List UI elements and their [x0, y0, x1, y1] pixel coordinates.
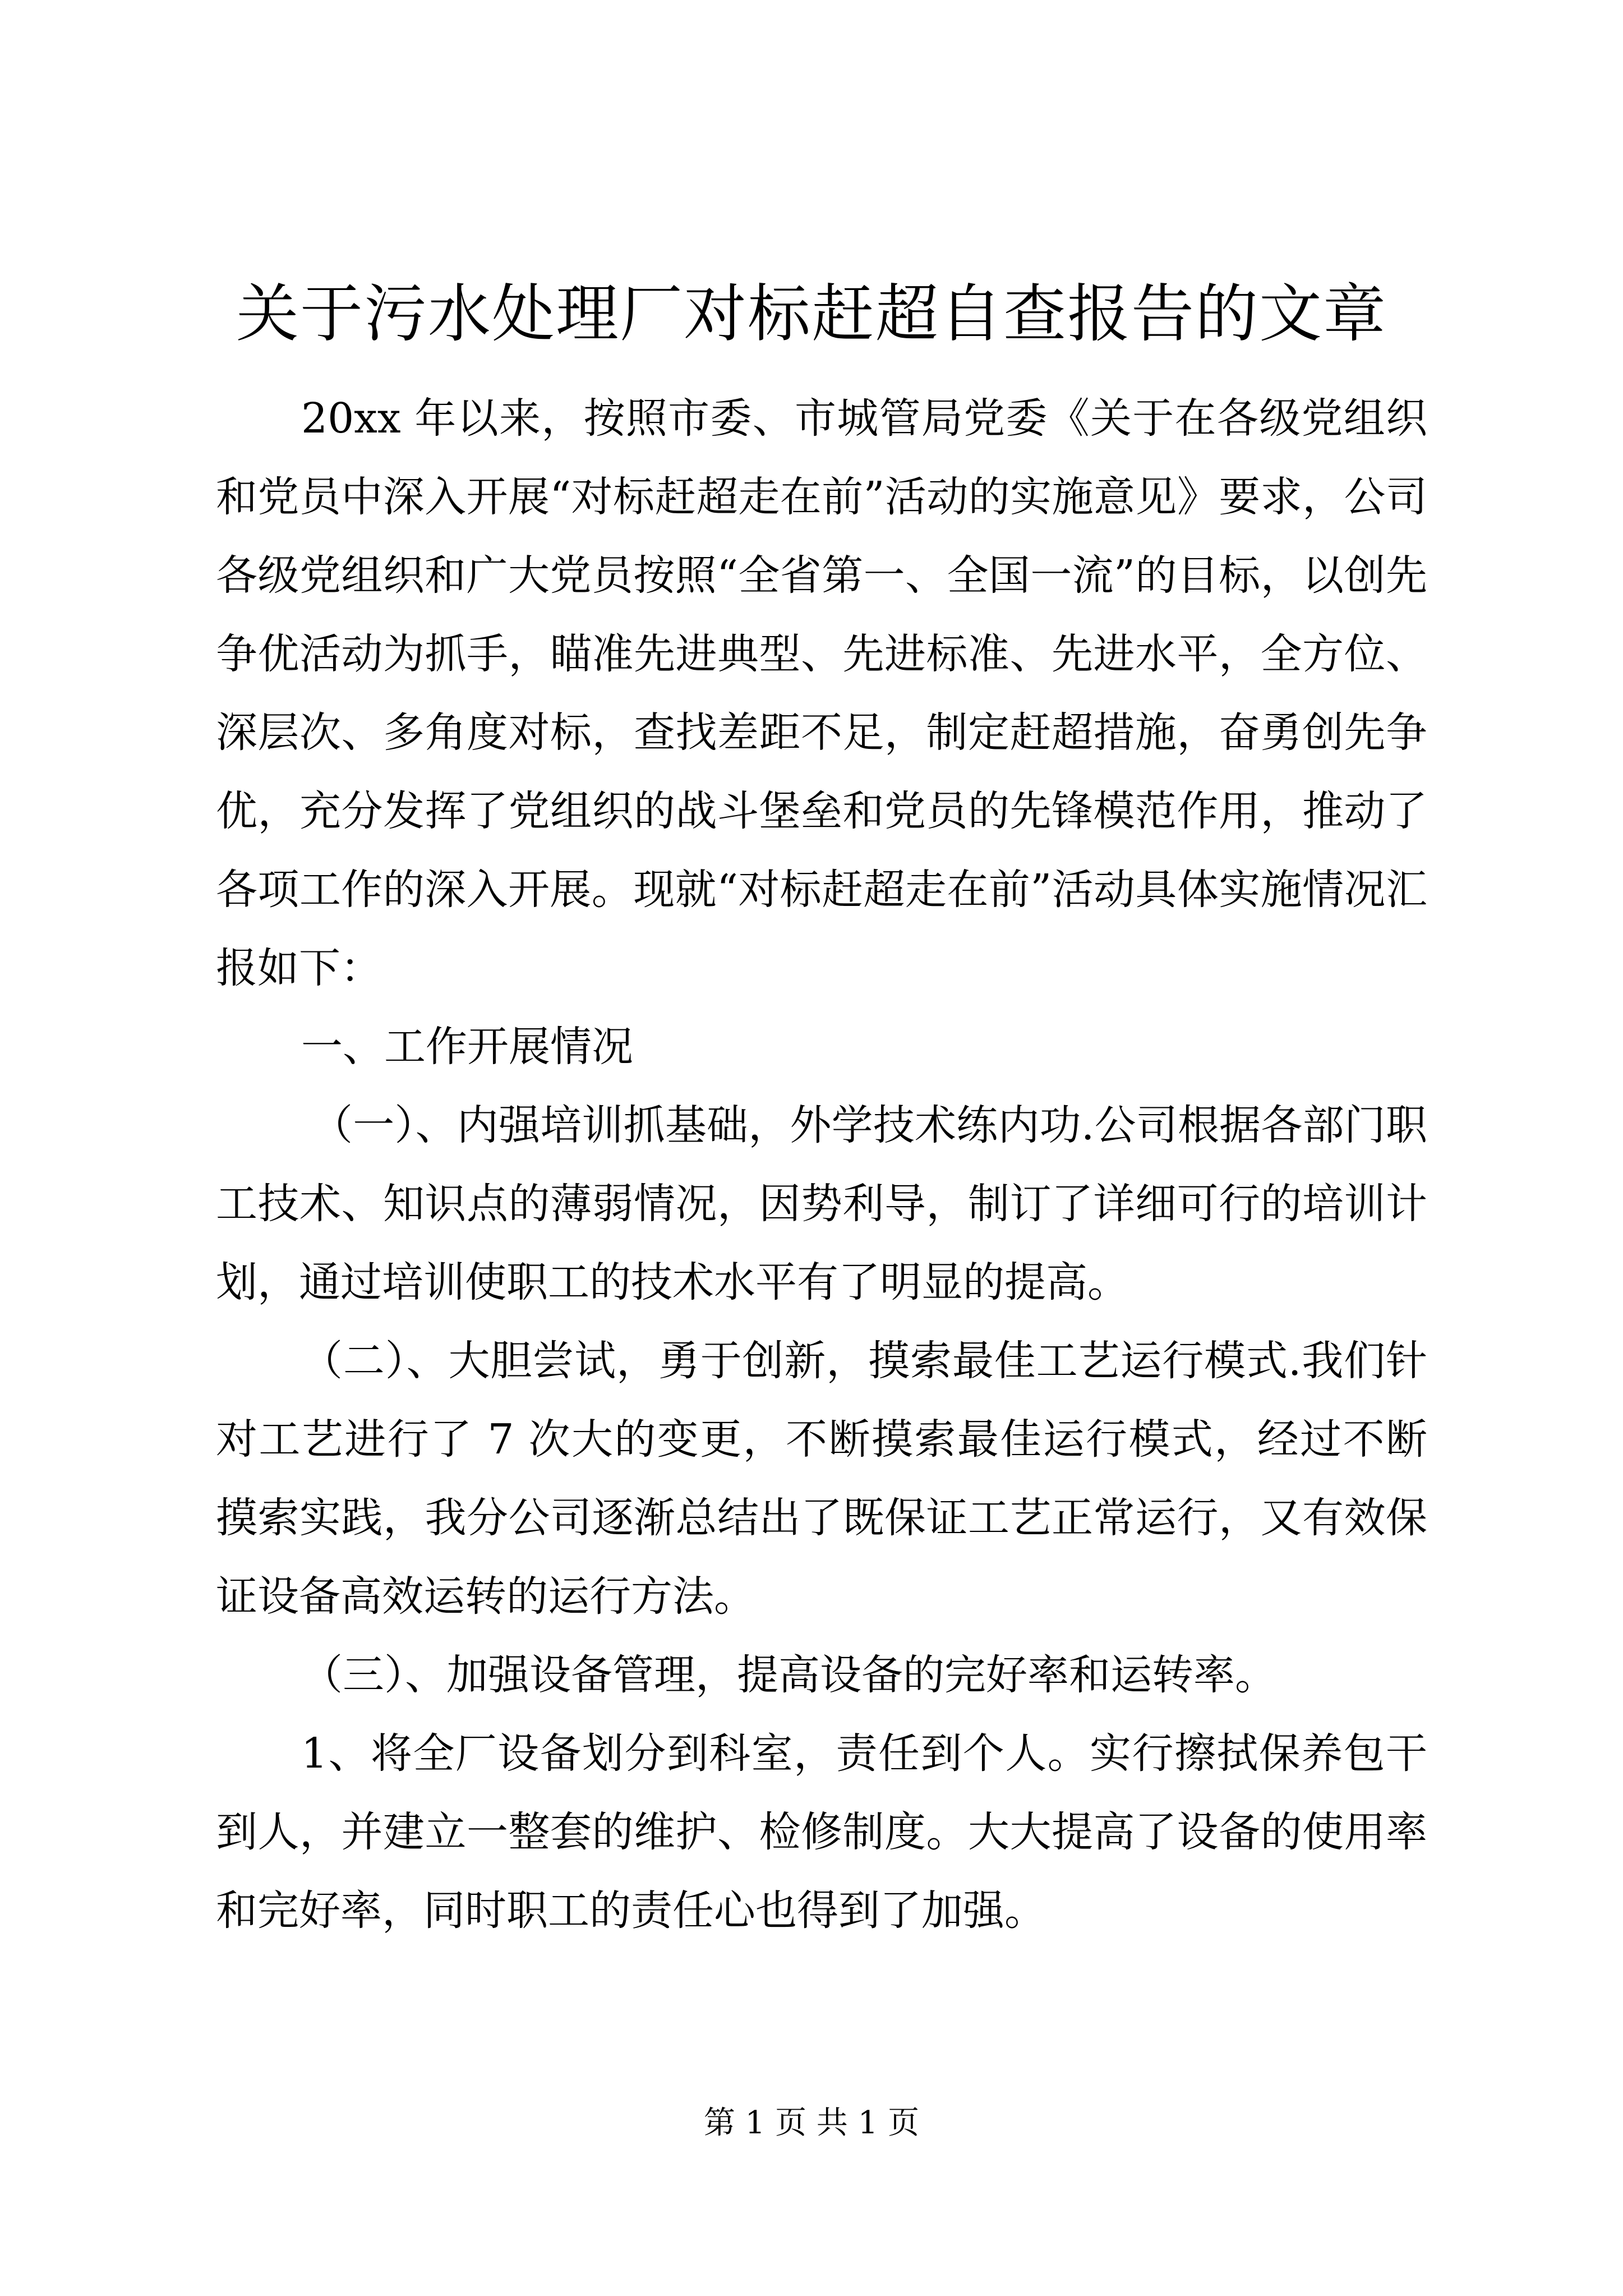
section-heading: 一、工作开展情况	[301, 1023, 633, 1071]
document-body	[216, 379, 1427, 1950]
intro-paragraph: 20xx 年以来，按照市委、市城管局党委《关于在各级党组织和党员中深入开展“对标赶超走在前”活动的实施意见》要求，公司各级党组织和广大党员按照“全省第一、全国一流”的目标，以创先争优活动为抓手，瞄准先进典型、先进标准、先进水平，全方位、深层次、多角度对标，查找差距不足，制定赶超措施，奋勇创先争优，充分发挥了党组织的战斗堡垒和党员的先锋模范作用，推动了各项工作的深入开展。现就“对标赶超走在前”活动具体实施情况汇报如下：	[216, 394, 1427, 992]
subsection-heading-3: （三）、加强设备管理，提高设备的完好率和运转率。	[301, 1651, 1276, 1699]
numbered-paragraph-1: 1、将全厂设备划分到科室，责任到个人。实行擦拭保养包干到人，并建立一整套的维护、检修制度。大大提高了设备的使用率和完好率，同时职工的责任心也得到了加强。	[216, 1729, 1427, 1935]
subsection-paragraph-2: （二）、大胆尝试，勇于创新，摸索最佳工艺运行模式.我们针对工艺进行了 7 次大的变更，不断摸索最佳运行模式，经过不断摸索实践，我分公司逐渐总结出了既保证工艺正常运行，又有效保证设备高效运转的运行方法。	[216, 1337, 1427, 1621]
document-title: 关于污水处理厂对标赶超自查报告的文章	[236, 278, 1387, 351]
page-number-footer: 第 1 页 共 1 页	[703, 2105, 920, 2141]
subsection-paragraph-1: （一）、内强培训抓基础，外学技术练内功.公司根据各部门职工技术、知识点的薄弱情况，因势利导，制订了详细可行的培训计划，通过培训使职工的技术水平有了明显的提高。	[216, 1101, 1427, 1306]
